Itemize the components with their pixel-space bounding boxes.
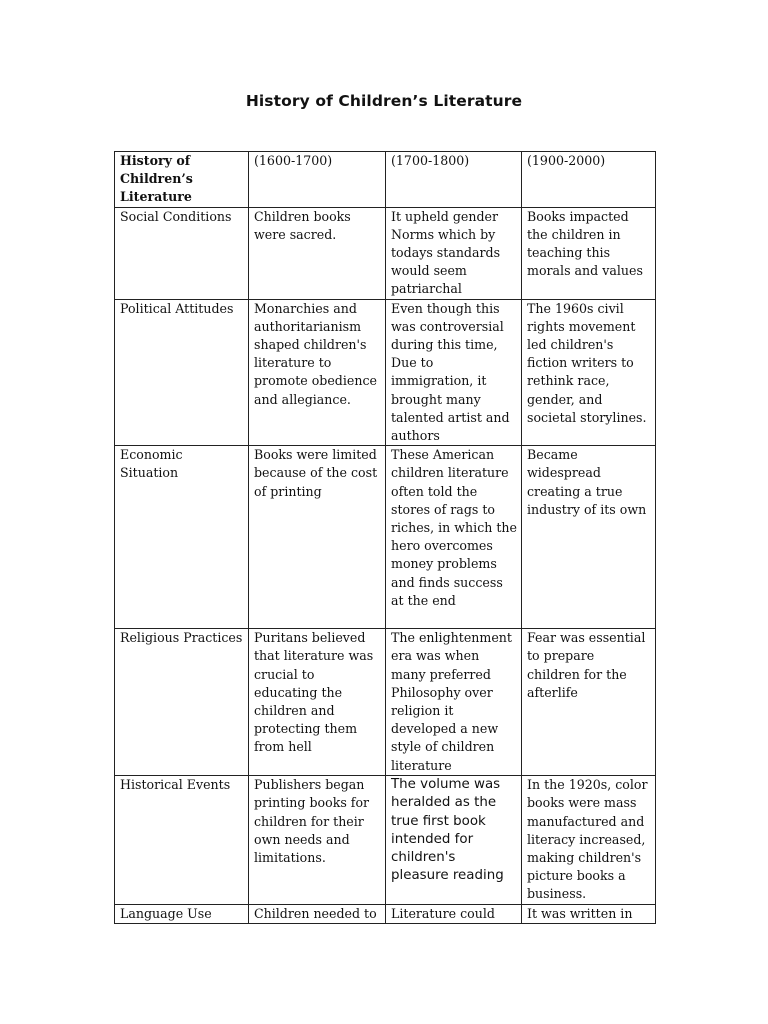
header-cell-1900-2000: (1900-2000) <box>522 152 656 208</box>
table-cell: Puritans believed that literature was crucial to educating the children and protecting them from hell <box>249 629 386 776</box>
table-cell: These American children literature often told the stores of rags to riches, in which the hero overcomes money problems and finds success at the end <box>386 446 522 629</box>
table-cell: The volume was heralded as the true first book intended for children's pleasure reading <box>386 776 522 905</box>
table-cell: The 1960s civil rights movement led children's fiction writers to rethink race, gender, and societal storylines. <box>522 299 656 446</box>
table-cell: Publishers began printing books for children for their own needs and limitations. <box>249 776 386 905</box>
table-cell: In the 1920s, color books were mass manufactured and literacy increased, making children's picture books a business. <box>522 776 656 905</box>
table-cell: Fear was essential to prepare children for the afterlife <box>522 629 656 776</box>
row-label: Economic Situation <box>115 446 249 629</box>
table-cell: Books impacted the children in teaching this morals and values <box>522 207 656 299</box>
row-label: Historical Events <box>115 776 249 905</box>
header-cell-topic: History of Children’s Literature <box>115 152 249 208</box>
header-cell-1600-1700: (1600-1700) <box>249 152 386 208</box>
table-cell: Children books were sacred. <box>249 207 386 299</box>
history-table <box>114 151 656 924</box>
table-cell: Became widespread creating a true industry of its own <box>522 446 656 629</box>
table-cell: Monarchies and authoritarianism shaped children's literature to promote obedience and allegiance. <box>249 299 386 446</box>
table-header-row <box>115 152 656 208</box>
table-row-economic-situation <box>115 446 656 629</box>
table-row-religious-practices <box>115 629 656 776</box>
table-cell: Literature could <box>386 905 522 924</box>
row-label: Religious Practices <box>115 629 249 776</box>
row-label: Political Attitudes <box>115 299 249 446</box>
table-cell: Even though this was controversial during this time, Due to immigration, it brought many talented artist and authors <box>386 299 522 446</box>
table-cell: Books were limited because of the cost of printing <box>249 446 386 629</box>
table-row-social-conditions <box>115 207 656 299</box>
table-cell: It was written in <box>522 905 656 924</box>
row-label: Language Use <box>115 905 249 924</box>
table-cell: It upheld gender Norms which by todays standards would seem patriarchal <box>386 207 522 299</box>
table-cell: Children needed to <box>249 905 386 924</box>
table-cell: The enlightenment era was when many preferred Philosophy over religion it developed a new style of children literature <box>386 629 522 776</box>
row-label: Social Conditions <box>115 207 249 299</box>
table-row-language-use <box>115 905 656 924</box>
table-row-political-attitudes <box>115 299 656 446</box>
document-title: History of Children’s Literature <box>245 92 523 110</box>
header-cell-1700-1800: (1700-1800) <box>386 152 522 208</box>
table-row-historical-events <box>115 776 656 905</box>
